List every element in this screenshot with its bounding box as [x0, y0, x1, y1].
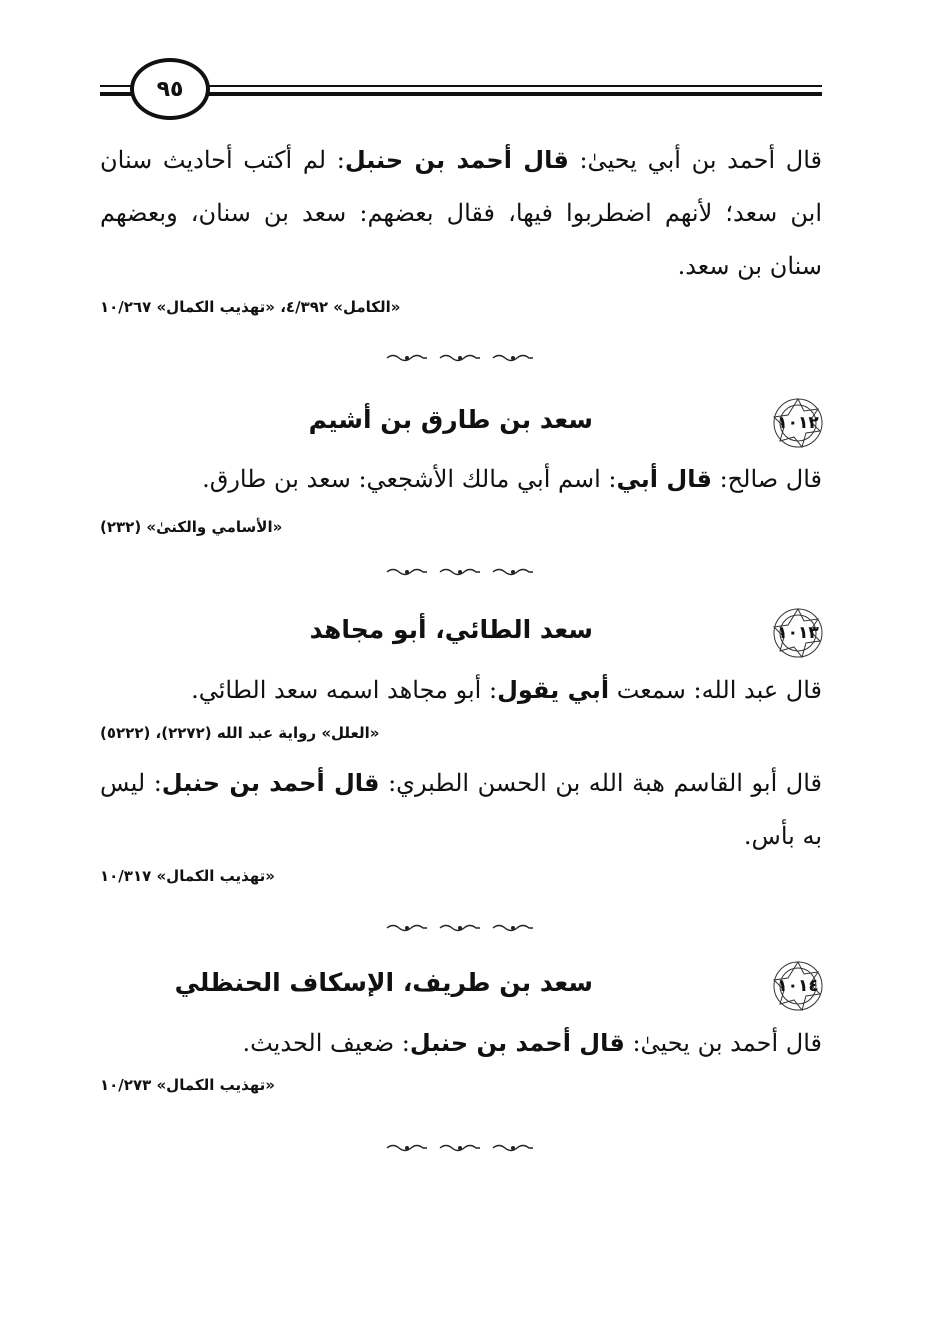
entry-title: سعد الطائي، أبو مجاهد [309, 615, 593, 644]
paragraph-rest: : ضعيف الحديث. [242, 1029, 410, 1057]
ornament-icon [385, 923, 429, 933]
source-reference: «الأسامي والكنىٰ» (٢٣٢) [100, 518, 283, 536]
source-reference: «تهذيب الكمال» ١٠/٣١٧ [100, 867, 276, 885]
entry-number-badge [763, 605, 833, 661]
paragraph-lead: قال عبد الله: سمعت [609, 676, 822, 704]
source-reference: «الكامل» ٤/٣٩٢، «تهذيب الكمال» ١٠/٢٦٧ [100, 298, 401, 316]
ornament-icon [385, 567, 429, 577]
paragraph-rest: : لم أكتب أحاديث سنان ابن سعد؛ لأنهم اضطربوا فيها، فقال بعضهم: سعد بن سنان، وبعضهم سنان بن سعد. [100, 146, 822, 280]
paragraph [100, 134, 822, 293]
paragraph-lead: قال أحمد بن أبي يحيىٰ: [568, 146, 822, 174]
paragraph-lead: قال أبو القاسم هبة الله بن الحسن الطبري: [379, 769, 823, 797]
entry-number-badge [763, 958, 833, 1014]
paragraph-bold: قال أحمد بن حنبل [344, 146, 569, 174]
paragraph-bold: قال أحمد بن حنبل [161, 769, 380, 797]
entry-number: ١٠١٤ [777, 976, 819, 996]
entry-title: سعد بن طارق بن أشيم [308, 405, 593, 434]
ornament-icon [438, 1143, 482, 1153]
paragraph-bold: قال أحمد بن حنبل [409, 1029, 625, 1057]
source-reference: «العلل» رواية عبد الله (٢٢٧٢)، (٥٢٢٢) [100, 724, 380, 742]
ornament-icon [491, 1143, 535, 1153]
paragraph-bold: قال أبي [616, 465, 712, 493]
paragraph-rest: : اسم أبي مالك الأشجعي: سعد بن طارق. [202, 465, 617, 493]
ornament-divider [385, 352, 535, 364]
source-reference: «تهذيب الكمال» ١٠/٢٧٣ [100, 1076, 276, 1094]
page-number: ٩٥ [130, 58, 210, 120]
ornament-divider [385, 1142, 535, 1154]
ornament-icon [491, 923, 535, 933]
ornament-divider [385, 922, 535, 934]
ornament-icon [438, 353, 482, 363]
paragraph [100, 757, 822, 863]
ornament-icon [491, 567, 535, 577]
paragraph-lead: قال صالح: [711, 465, 822, 493]
entry-number: ١٠١٣ [777, 623, 819, 643]
paragraph [100, 453, 822, 506]
paragraph-rest: : ليس به بأس. [100, 769, 822, 850]
entry-number-badge [763, 395, 833, 451]
paragraph-bold: أبي يقول [497, 676, 610, 704]
ornament-icon [438, 923, 482, 933]
ornament-divider [385, 566, 535, 578]
ornament-icon [491, 353, 535, 363]
ornament-icon [438, 567, 482, 577]
paragraph-lead: قال أحمد بن يحيىٰ: [624, 1029, 822, 1057]
entry-title: سعد بن طريف، الإسكاف الحنظلي [174, 968, 593, 997]
paragraph [100, 1017, 822, 1070]
paragraph [100, 664, 822, 717]
ornament-icon [385, 353, 429, 363]
paragraph-rest: : أبو مجاهد اسمه سعد الطائي. [191, 676, 498, 704]
ornament-icon [385, 1143, 429, 1153]
entry-number: ١٠١٢ [777, 413, 819, 433]
